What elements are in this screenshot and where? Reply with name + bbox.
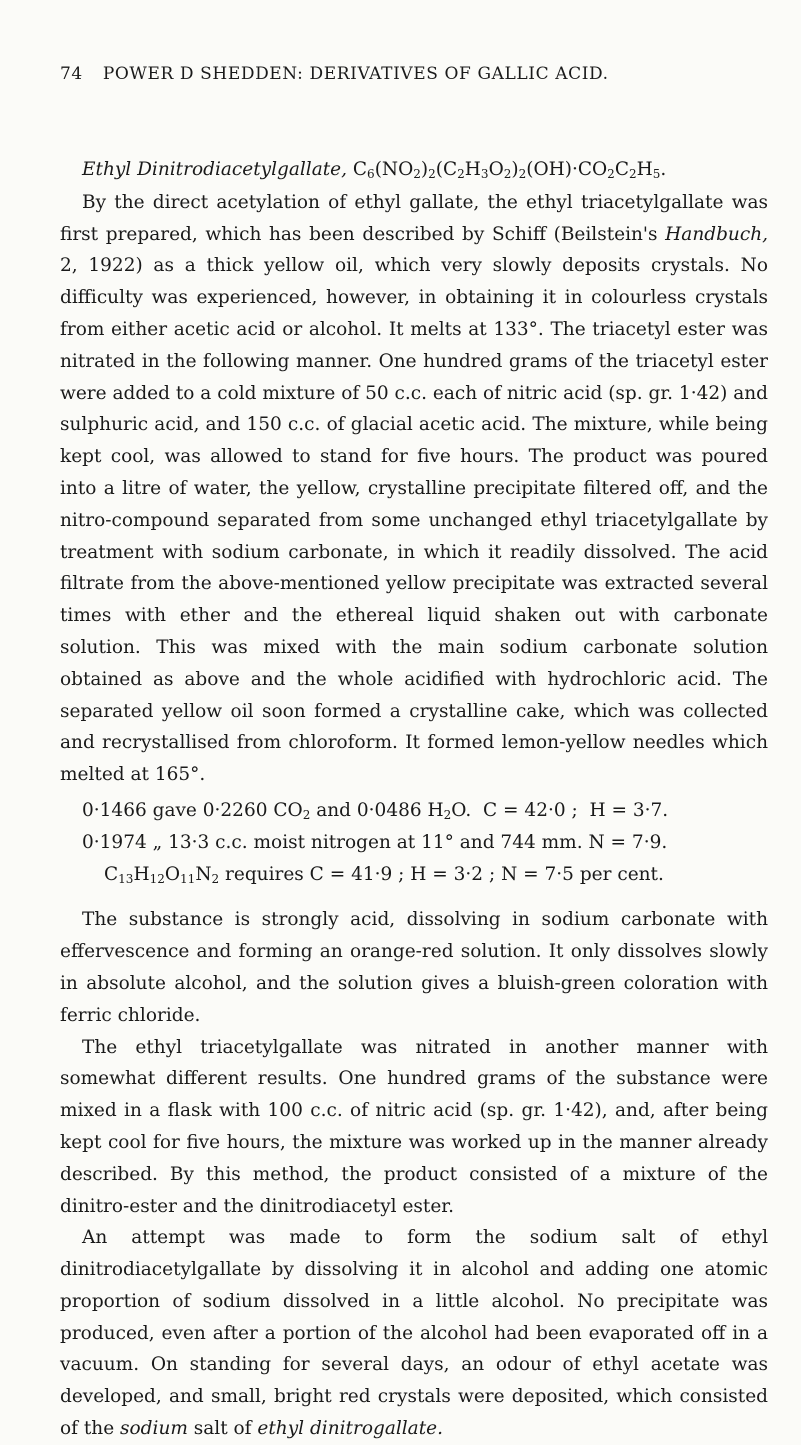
italic-term: sodium	[120, 1418, 188, 1440]
analysis-block	[60, 795, 768, 890]
page-number: 74	[60, 64, 83, 84]
compound-formula: $C_6(NO_2)_2(C_2H_3O_2)_2(OH)\cdot CO_2C_2H_5$.	[352, 159, 667, 181]
analysis-line-1: 0·1466 gave 0·2260 $CO_2$ and 0·0486 $H_2O$. C = 42·0 ; H = 3·7.	[82, 799, 669, 822]
paragraph-text: By the direct acetylation of ethyl gallate, the ethyl triacetylgallate was first prepared, which has been described by Schiff (Beilstein's	[60, 191, 768, 245]
reference-title: Handbuch,	[665, 223, 768, 245]
paragraph-nitration: The ethyl triacetylgallate was nitrated in another manner with somewhat different results. One hundred grams of the substance were mixed in a flask with 100 c.c. of nitric acid (sp. gr. 1·42), and, after being kept cool for five hours, the mixture was worked up in the manner already described. By this method, the product consisted of a mixture of the dinitro-ester and the dinitrodiacetyl ester.	[60, 1036, 768, 1217]
analysis-line-2: 0·1974 „ 13·3 c.c. moist nitrogen at 11° and 744 mm. N = 7·9.	[82, 831, 668, 853]
running-header	[60, 64, 760, 84]
paragraph-preparation	[60, 187, 768, 791]
article-body	[60, 154, 768, 1445]
italic-term: ethyl dinitrogallate.	[257, 1418, 443, 1440]
paragraph-text: salt of	[187, 1418, 258, 1440]
analysis-requires: requires C = 41·9 ; H = 3·2 ; N = 7·5 per cent.	[219, 863, 664, 885]
paragraph-text: An attempt was made to form the sodium salt of ethyl dinitrodiacetylgallate by dissolving it in alcohol and adding one atomic proportion of sodium dissolved in a little alcohol. No precipitate was produced, even after a portion of the alcohol had been evaporated off in a vacuum. On standing for several days, an odour of ethyl acetate was developed, and small, bright red crystals were deposited, which consisted of the	[60, 1227, 768, 1440]
section-title	[60, 154, 768, 186]
analysis-line-3: $C_{13}H_{12}O_{11}N_2$ requires C = 41·9 ; H = 3·2 ; N = 7·5 per cent.	[104, 863, 664, 886]
paragraph-text: 2, 1922) as a thick yellow oil, which very slowly deposits crystals. No difficulty was experienced, however, in obtaining it in colourless crystals from either acetic acid or alcohol. It melts at 133°. The triacetyl ester was nitrated in the following manner. One hundred grams of the triacetyl ester were added to a cold mixture of 50 c.c. each of nitric acid (sp. gr. 1·42) and sulphuric acid, and 150 c.c. of glacial acetic acid. The mixture, while being kept cool, was allowed to stand for five hours. The product was poured into a litre of water, the yellow, crystalline precipitate filtered off, and the nitro-compound separated from some unchanged ethyl triacetylgallate by treatment with sodium carbonate, in which it readily dissolved. The acid filtrate from the above-mentioned yellow precipitate was extracted several times with ether and the ethereal liquid shaken out with carbonate solution. This was mixed with the main sodium carbonate solution obtained as above and the whole acidified with hydrochloric acid. The separated yellow oil soon formed a crystalline cake, which was collected and recrystallised from chloroform. It formed lemon-yellow needles which melted at 165°.	[60, 255, 769, 786]
paragraph-properties: The substance is strongly acid, dissolving in sodium carbonate with effervescence and forming an orange-red solution. It only dissolves slowly in absolute alcohol, and the solution gives a bluish-green coloration with ferric chloride.	[60, 909, 768, 1026]
running-title: POWER D SHEDDEN: DERIVATIVES OF GALLIC ACID.	[102, 64, 609, 84]
compound-name: Ethyl Dinitrodiacetylgallate,	[82, 159, 347, 180]
paragraph-sodium-salt	[60, 1222, 768, 1445]
